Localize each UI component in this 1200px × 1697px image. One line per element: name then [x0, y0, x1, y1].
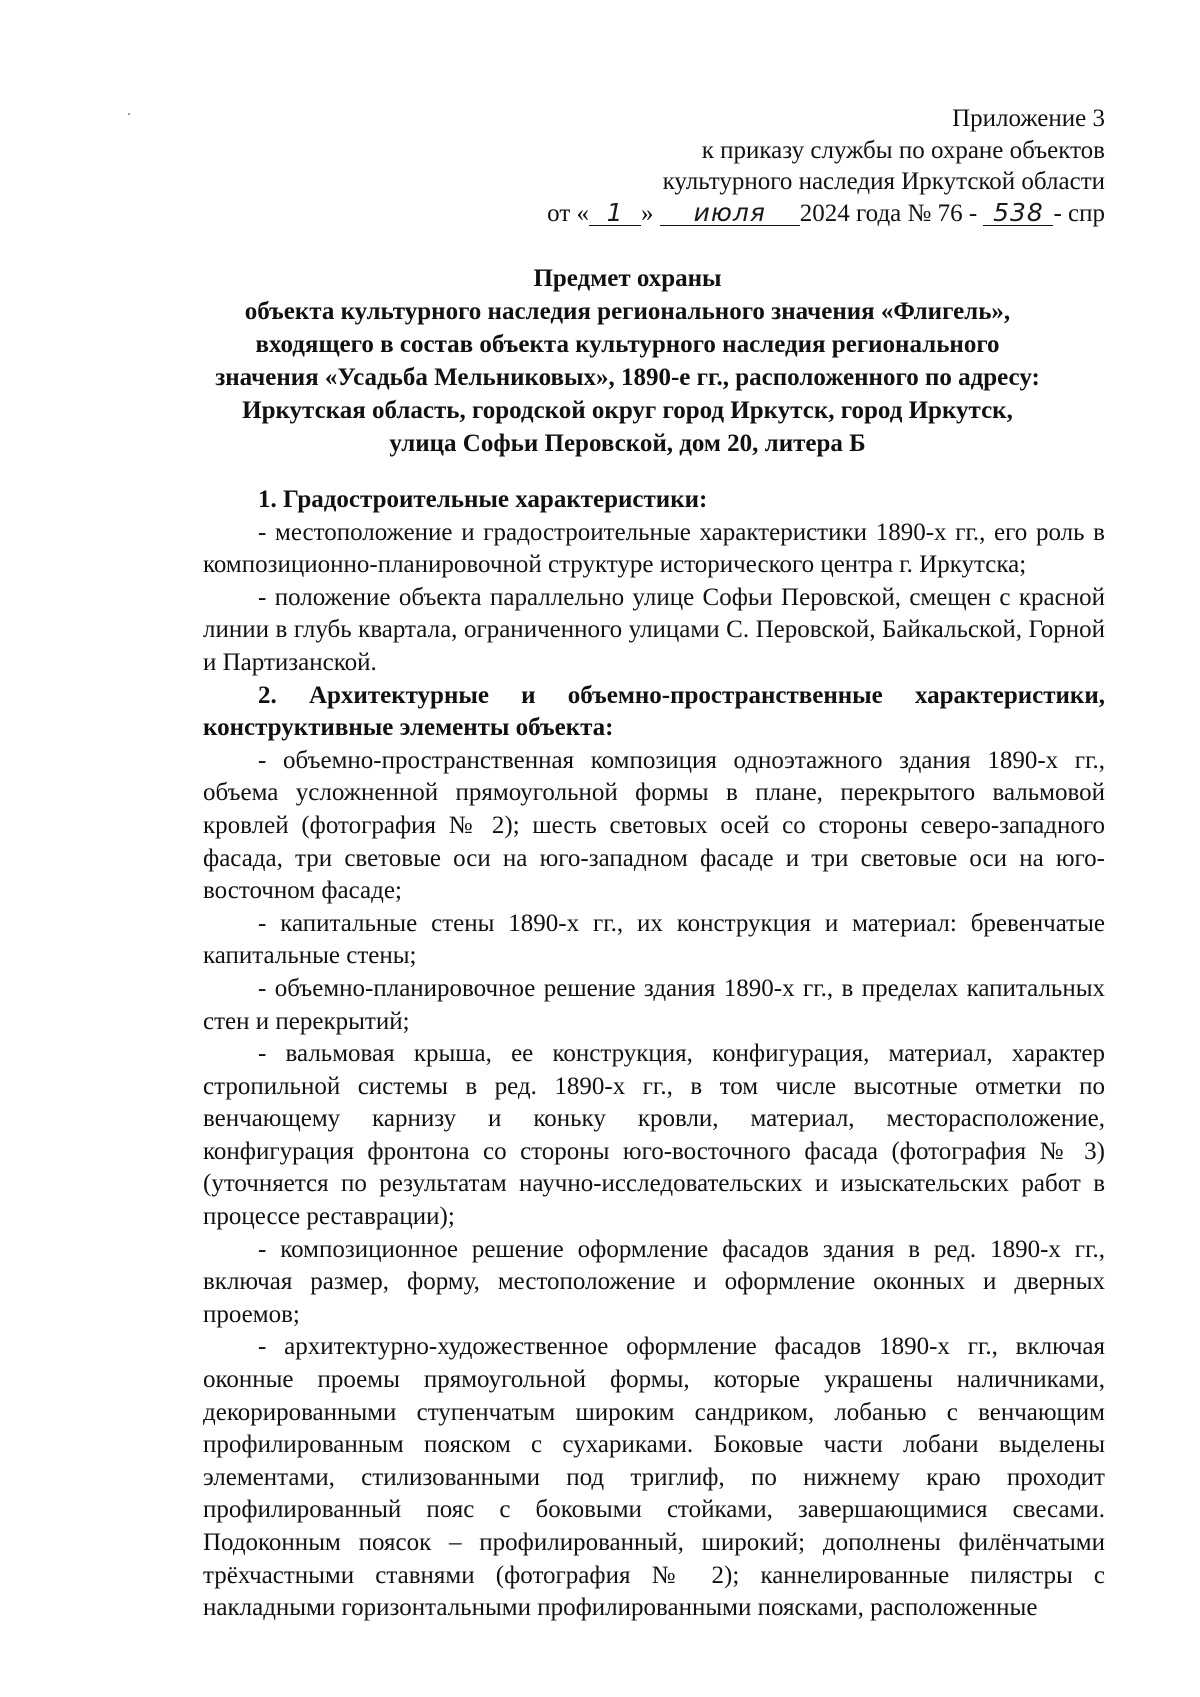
- year-and-number: 2024 года № 76 -: [799, 199, 978, 227]
- document-title: [150, 262, 1105, 460]
- section-1-item: - местоположение и градостроительные характеристики 1890-х гг., его роль в композиционно-планировочной структуре исторического центра г. Иркутска;: [203, 518, 1105, 579]
- title-line-2: входящего в состав объекта культурного наследия регионального: [255, 331, 1000, 358]
- title-line-5: улица Софьи Перовской, дом 20, литера Б: [389, 430, 866, 457]
- title-heading: Предмет охраны: [533, 265, 722, 292]
- appendix-line-3: культурного наследия Иркутской области: [662, 168, 1105, 195]
- section-2-item: - архитектурно-художественное оформление фасадов 1890-х гг., включая оконные проемы прямоугольной формы, которые украшены наличниками, декорированными ступенчатым широким сандриком, лобанью с венчающим профилированным пояском с сухариками. Боковые части лобани выделены элементами, стилизованными под триглиф, по нижнему краю проходит профилированный пояс с боковыми стойками, завершающимися свесами. Подоконным поясок – профилированный, широкий; дополнены филёнчатыми трёхчастными ставнями (фотография № 2); каннелированные пилястры с накладными горизонтальными профилированными поясками, расположенные: [203, 1333, 1105, 1622]
- title-line-1: объекта культурного наследия регионального значения «Флигель»,: [244, 298, 1011, 325]
- section-2-item: - объемно-планировочное решение здания 1890-х гг., в пределах капитальных стен и перекрытий;: [203, 974, 1105, 1035]
- order-suffix: - спр: [1053, 199, 1105, 227]
- handwritten-month: июля: [660, 201, 800, 226]
- section-2-heading: 2. Архитектурные и объемно-пространственные характеристики, конструктивные элементы объекта:: [203, 681, 1105, 742]
- section-1-item: - положение объекта параллельно улице Софьи Перовской, смещен с красной линии в глубь квартала, ограниченного улицами С. Перовской, Байкальской, Горной и Партизанской.: [203, 583, 1105, 676]
- section-2-item: - капитальные стены 1890-х гг., их конструкция и материал: бревенчатые капитальные стены;: [203, 909, 1105, 970]
- section-2-item: - объемно-пространственная композиция одноэтажного здания 1890-х гг., объема усложненной прямоугольной формы в плане, перекрытого вальмовой кровлей (фотография № 2); шесть световых осей со стороны северо-западного фасада, три световые оси на юго-западном фасаде и три световые оси на юго-восточном фасаде;: [203, 746, 1105, 905]
- date-mid: »: [641, 199, 654, 227]
- appendix-header: [547, 103, 1105, 229]
- appendix-line-2: к приказу службы по охране объектов: [701, 136, 1105, 164]
- order-date-line: [547, 198, 1105, 230]
- handwritten-day: 1: [589, 201, 641, 226]
- title-line-3: значения «Усадьба Мельниковых», 1890-е гг., расположенного по адресу:: [215, 364, 1040, 391]
- document-body: [203, 484, 1105, 1625]
- appendix-line-1: Приложение 3: [952, 105, 1105, 132]
- date-prefix: от «: [547, 199, 590, 227]
- section-2-item: - композиционное решение оформление фасадов здания в ред. 1890-х гг., включая размер, форму, местоположение и оформление оконных и дверных проемов;: [203, 1235, 1105, 1328]
- section-1-heading: 1. Градостроительные характеристики:: [258, 486, 708, 513]
- handwritten-number: 538: [983, 201, 1053, 226]
- title-line-4: Иркутская область, городской округ город Иркутск, город Иркутск,: [242, 397, 1013, 424]
- section-2-item: - вальмовая крыша, ее конструкция, конфигурация, материал, характер стропильной системы в ред. 1890-х гг., в том числе высотные отметки по венчающему карнизу и коньку кровли, материал, месторасположение, конфигурация фронтона со стороны юго-восточного фасада (фотография № 3) (уточняется по результатам научно-исследовательских и изыскательских работ в процессе реставрации);: [203, 1040, 1105, 1231]
- scan-speck: [128, 113, 130, 115]
